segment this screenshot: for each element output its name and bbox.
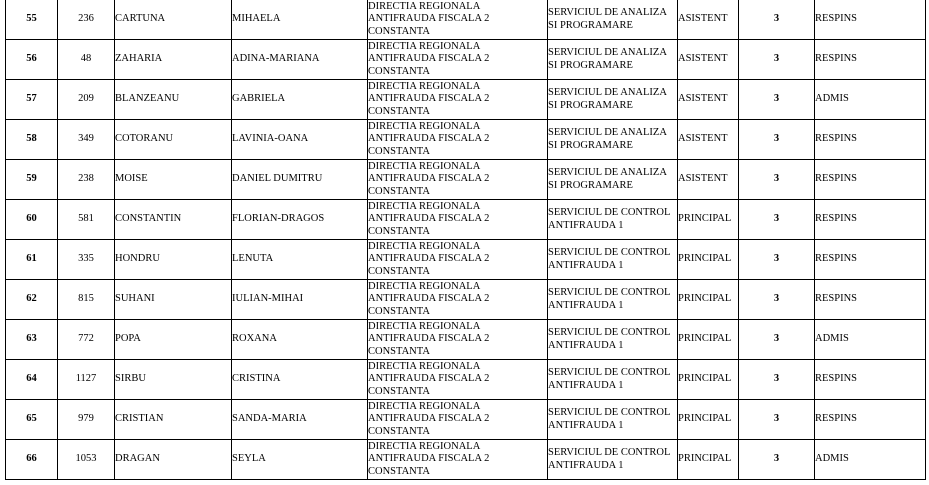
directorate-line: CONSTANTA	[368, 65, 430, 77]
service-line: SERVICIUL DE ANALIZA	[548, 127, 667, 138]
service-line: SERVICIUL DE CONTROL	[548, 207, 671, 218]
position-cell: ASISTENT	[678, 80, 739, 120]
service-line: SERVICIUL DE CONTROL	[548, 447, 671, 458]
directorate-line: CONSTANTA	[368, 225, 430, 237]
last-name-cell: CRISTIAN	[115, 400, 232, 440]
result-cell: RESPINS	[815, 0, 926, 40]
candidate-code-cell: 772	[58, 320, 115, 360]
directorate-cell	[368, 160, 548, 200]
position-cell: ASISTENT	[678, 0, 739, 40]
last-name-cell: SIRBU	[115, 360, 232, 400]
directorate-cell	[368, 400, 548, 440]
candidate-code-cell: 236	[58, 0, 115, 40]
directorate-line: DIRECTIA REGIONALA	[368, 160, 481, 172]
directorate-line: DIRECTIA REGIONALA	[368, 240, 481, 252]
directorate-cell	[368, 120, 548, 160]
service-line: ANTIFRAUDA 1	[548, 259, 624, 271]
directorate-line: ANTIFRAUDA FISCALA 2	[368, 373, 490, 385]
result-cell: RESPINS	[815, 200, 926, 240]
service-line: SERVICIUL DE CONTROL	[548, 287, 671, 298]
row-number-cell: 63	[6, 320, 58, 360]
directorate-line: CONSTANTA	[368, 185, 430, 197]
grade-cell: 3	[739, 0, 815, 40]
service-line: ANTIFRAUDA 1	[548, 419, 624, 431]
position-cell: PRINCIPAL	[678, 400, 739, 440]
candidate-code-cell: 349	[58, 120, 115, 160]
result-cell: ADMIS	[815, 80, 926, 120]
grade-cell: 3	[739, 440, 815, 480]
directorate-line: CONSTANTA	[368, 425, 430, 437]
position-cell: PRINCIPAL	[678, 360, 739, 400]
service-cell	[548, 160, 678, 200]
position-cell: PRINCIPAL	[678, 240, 739, 280]
first-name-cell: ROXANA	[232, 320, 368, 360]
service-line: SERVICIUL DE ANALIZA	[548, 47, 667, 58]
service-line: ANTIFRAUDA 1	[548, 339, 624, 351]
table-row	[6, 160, 926, 200]
results-table	[5, 0, 926, 480]
service-line: SERVICIUL DE CONTROL	[548, 367, 671, 378]
table-row	[6, 200, 926, 240]
service-cell	[548, 120, 678, 160]
directorate-line: CONSTANTA	[368, 25, 430, 37]
directorate-line: ANTIFRAUDA FISCALA 2	[368, 413, 490, 425]
directorate-line: ANTIFRAUDA FISCALA 2	[368, 293, 490, 305]
service-line: ANTIFRAUDA 1	[548, 219, 624, 231]
row-number-cell: 64	[6, 360, 58, 400]
directorate-line: DIRECTIA REGIONALA	[368, 0, 481, 12]
position-cell: ASISTENT	[678, 160, 739, 200]
directorate-line: ANTIFRAUDA FISCALA 2	[368, 13, 490, 25]
first-name-cell: DANIEL DUMITRU	[232, 160, 368, 200]
last-name-cell: MOISE	[115, 160, 232, 200]
directorate-line: DIRECTIA REGIONALA	[368, 400, 481, 412]
service-line: SI PROGRAMARE	[548, 59, 633, 71]
last-name-cell: HONDRU	[115, 240, 232, 280]
directorate-cell	[368, 40, 548, 80]
service-cell	[548, 0, 678, 40]
table-row	[6, 0, 926, 40]
first-name-cell: ADINA-MARIANA	[232, 40, 368, 80]
table-row	[6, 120, 926, 160]
table-row	[6, 240, 926, 280]
directorate-cell	[368, 280, 548, 320]
directorate-cell	[368, 440, 548, 480]
service-line: SI PROGRAMARE	[548, 99, 633, 111]
grade-cell: 3	[739, 320, 815, 360]
directorate-line: DIRECTIA REGIONALA	[368, 200, 481, 212]
row-number-cell: 58	[6, 120, 58, 160]
directorate-line: CONSTANTA	[368, 385, 430, 397]
directorate-line: ANTIFRAUDA FISCALA 2	[368, 253, 490, 265]
last-name-cell: CARTUNA	[115, 0, 232, 40]
directorate-line: ANTIFRAUDA FISCALA 2	[368, 53, 490, 65]
directorate-line: DIRECTIA REGIONALA	[368, 280, 481, 292]
position-cell: ASISTENT	[678, 40, 739, 80]
service-line: ANTIFRAUDA 1	[548, 299, 624, 311]
first-name-cell: LENUTA	[232, 240, 368, 280]
row-number-cell: 56	[6, 40, 58, 80]
candidate-code-cell: 1127	[58, 360, 115, 400]
last-name-cell: COTORANU	[115, 120, 232, 160]
directorate-line: CONSTANTA	[368, 305, 430, 317]
table-row	[6, 440, 926, 480]
grade-cell: 3	[739, 40, 815, 80]
directorate-line: ANTIFRAUDA FISCALA 2	[368, 173, 490, 185]
directorate-line: DIRECTIA REGIONALA	[368, 120, 481, 132]
service-line: SI PROGRAMARE	[548, 179, 633, 191]
candidate-code-cell: 209	[58, 80, 115, 120]
results-table-body	[6, 0, 926, 480]
service-cell	[548, 400, 678, 440]
row-number-cell: 65	[6, 400, 58, 440]
first-name-cell: MIHAELA	[232, 0, 368, 40]
directorate-line: ANTIFRAUDA FISCALA 2	[368, 213, 490, 225]
row-number-cell: 61	[6, 240, 58, 280]
first-name-cell: LAVINIA-OANA	[232, 120, 368, 160]
result-cell: ADMIS	[815, 440, 926, 480]
service-cell	[548, 80, 678, 120]
directorate-line: ANTIFRAUDA FISCALA 2	[368, 453, 490, 465]
row-number-cell: 60	[6, 200, 58, 240]
directorate-line: DIRECTIA REGIONALA	[368, 360, 481, 372]
candidate-code-cell: 48	[58, 40, 115, 80]
result-cell: RESPINS	[815, 400, 926, 440]
last-name-cell: DRAGAN	[115, 440, 232, 480]
service-cell	[548, 320, 678, 360]
candidate-code-cell: 581	[58, 200, 115, 240]
directorate-cell	[368, 200, 548, 240]
service-line: SERVICIUL DE CONTROL	[548, 327, 671, 338]
directorate-line: CONSTANTA	[368, 145, 430, 157]
last-name-cell: CONSTANTIN	[115, 200, 232, 240]
position-cell: PRINCIPAL	[678, 320, 739, 360]
candidate-code-cell: 815	[58, 280, 115, 320]
grade-cell: 3	[739, 160, 815, 200]
service-cell	[548, 240, 678, 280]
service-cell	[548, 440, 678, 480]
directorate-cell	[368, 360, 548, 400]
result-cell: RESPINS	[815, 240, 926, 280]
table-row	[6, 320, 926, 360]
candidate-code-cell: 335	[58, 240, 115, 280]
service-cell	[548, 360, 678, 400]
result-cell: RESPINS	[815, 40, 926, 80]
last-name-cell: POPA	[115, 320, 232, 360]
grade-cell: 3	[739, 400, 815, 440]
directorate-line: CONSTANTA	[368, 345, 430, 357]
row-number-cell: 66	[6, 440, 58, 480]
grade-cell: 3	[739, 200, 815, 240]
directorate-cell	[368, 0, 548, 40]
directorate-line: CONSTANTA	[368, 465, 430, 477]
service-line: SERVICIUL DE ANALIZA	[548, 87, 667, 98]
directorate-line: ANTIFRAUDA FISCALA 2	[368, 93, 490, 105]
table-row	[6, 280, 926, 320]
first-name-cell: SANDA-MARIA	[232, 400, 368, 440]
candidate-code-cell: 238	[58, 160, 115, 200]
table-row	[6, 80, 926, 120]
row-number-cell: 59	[6, 160, 58, 200]
directorate-line: CONSTANTA	[368, 265, 430, 277]
row-number-cell: 57	[6, 80, 58, 120]
position-cell: ASISTENT	[678, 120, 739, 160]
directorate-line: DIRECTIA REGIONALA	[368, 40, 481, 52]
first-name-cell: CRISTINA	[232, 360, 368, 400]
last-name-cell: ZAHARIA	[115, 40, 232, 80]
service-line: ANTIFRAUDA 1	[548, 459, 624, 471]
result-cell: RESPINS	[815, 160, 926, 200]
service-line: SERVICIUL DE ANALIZA	[548, 7, 667, 18]
result-cell: RESPINS	[815, 360, 926, 400]
row-number-cell: 55	[6, 0, 58, 40]
service-line: SERVICIUL DE CONTROL	[548, 247, 671, 258]
service-line: SERVICIUL DE CONTROL	[548, 407, 671, 418]
row-number-cell: 62	[6, 280, 58, 320]
table-row	[6, 40, 926, 80]
table-row	[6, 360, 926, 400]
result-cell: RESPINS	[815, 280, 926, 320]
grade-cell: 3	[739, 80, 815, 120]
last-name-cell: SUHANI	[115, 280, 232, 320]
grade-cell: 3	[739, 240, 815, 280]
directorate-cell	[368, 240, 548, 280]
service-line: ANTIFRAUDA 1	[548, 379, 624, 391]
directorate-line: DIRECTIA REGIONALA	[368, 440, 481, 452]
service-cell	[548, 40, 678, 80]
result-cell: ADMIS	[815, 320, 926, 360]
table-row	[6, 400, 926, 440]
candidate-code-cell: 1053	[58, 440, 115, 480]
directorate-line: DIRECTIA REGIONALA	[368, 80, 481, 92]
service-cell	[548, 280, 678, 320]
directorate-line: DIRECTIA REGIONALA	[368, 320, 481, 332]
grade-cell: 3	[739, 120, 815, 160]
grade-cell: 3	[739, 280, 815, 320]
service-line: SERVICIUL DE ANALIZA	[548, 167, 667, 178]
grade-cell: 3	[739, 360, 815, 400]
service-line: SI PROGRAMARE	[548, 139, 633, 151]
position-cell: PRINCIPAL	[678, 200, 739, 240]
last-name-cell: BLANZEANU	[115, 80, 232, 120]
directorate-line: ANTIFRAUDA FISCALA 2	[368, 333, 490, 345]
service-cell	[548, 200, 678, 240]
first-name-cell: SEYLA	[232, 440, 368, 480]
first-name-cell: IULIAN-MIHAI	[232, 280, 368, 320]
service-line: SI PROGRAMARE	[548, 19, 633, 31]
first-name-cell: GABRIELA	[232, 80, 368, 120]
candidate-code-cell: 979	[58, 400, 115, 440]
directorate-line: CONSTANTA	[368, 105, 430, 117]
directorate-cell	[368, 80, 548, 120]
directorate-line: ANTIFRAUDA FISCALA 2	[368, 133, 490, 145]
position-cell: PRINCIPAL	[678, 440, 739, 480]
first-name-cell: FLORIAN-DRAGOS	[232, 200, 368, 240]
directorate-cell	[368, 320, 548, 360]
position-cell: PRINCIPAL	[678, 280, 739, 320]
result-cell: RESPINS	[815, 120, 926, 160]
